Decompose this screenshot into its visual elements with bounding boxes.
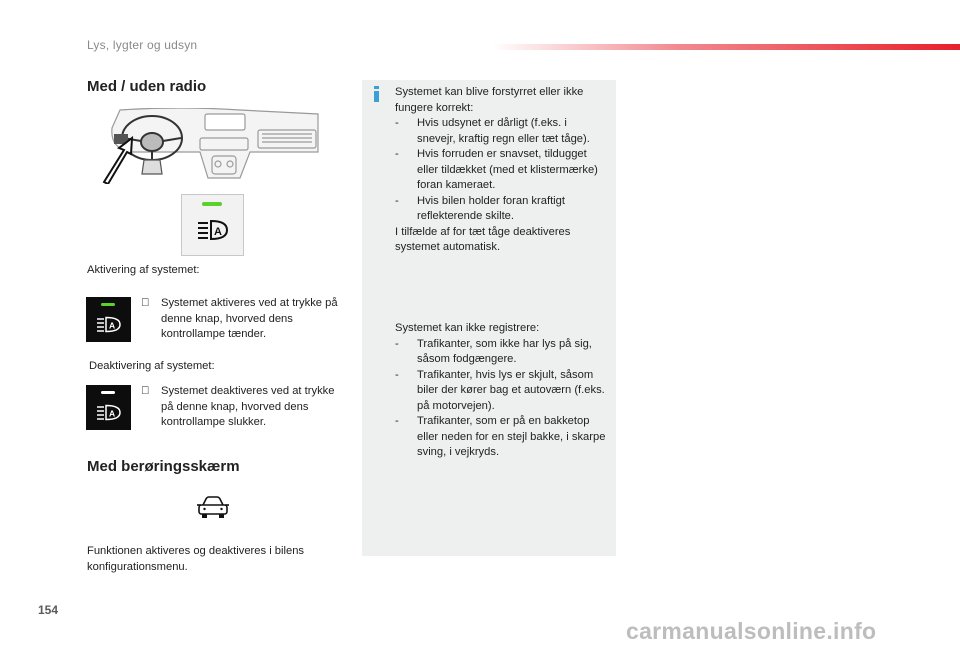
indicator-lamp-on (202, 202, 222, 206)
svg-text:A: A (109, 408, 116, 419)
note-section-disturbance (395, 85, 607, 256)
note-list (395, 116, 607, 225)
list-item: - Trafikanter, hvis lys er skjult, såsom biler der kører bag et autoværn (f.eks. på motorvejen). (395, 368, 605, 412)
note-list-2 (395, 337, 607, 461)
lamp-off-indicator (101, 391, 115, 394)
list-item: - Trafikanter, som ikke har lys på sig, såsom fodgængere. (395, 337, 592, 365)
high-beam-assist-icon (96, 316, 122, 333)
list-item: - Hvis forruden er snavset, tildugget eller tildækket (med et klistermærke) foran kameraet. (395, 148, 598, 191)
activation-label: Aktivering af systemet: (87, 264, 200, 276)
deactivation-text: Systemet deaktiveres ved at trykke på denne knap, hvorved dens kontrollampe slukker. (161, 385, 335, 428)
watermark: carmanualsonline.info (626, 618, 877, 644)
activation-instruction (141, 296, 341, 343)
note-intro: Systemet kan blive forstyrret eller ikke fungere korrekt: (395, 86, 584, 114)
bullet-icon (141, 384, 161, 431)
chapter-title: Lys, lygter og udsyn (87, 38, 198, 52)
note-after: I tilfælde af for tæt tåge deaktiveres systemet automatisk. (395, 225, 571, 253)
touchscreen-text: Funktionen aktiveres og deaktiveres i bilens konfigurationsmenu. (87, 545, 305, 573)
key-tile-deactivate (86, 385, 131, 430)
note-section-detection (395, 321, 607, 461)
list-item: - Hvis udsynet er dårligt (f.eks. i snevejr, kraftig regn eller tæt tåge). (395, 117, 590, 145)
lamp-on-indicator (101, 303, 115, 306)
page-number: 154 (38, 603, 59, 617)
svg-text:A: A (109, 320, 116, 331)
header-accent-bar (492, 44, 960, 50)
key-tile-activate (86, 297, 131, 342)
info-icon (374, 86, 379, 102)
deactivation-instruction (141, 384, 341, 431)
list-item: - Hvis bilen holder foran kraftigt reflekterende skilte. (395, 194, 565, 222)
high-beam-assist-icon (96, 404, 122, 421)
note-intro-2: Systemet kan ikke registrere: (395, 322, 540, 334)
svg-text:A: A (214, 226, 222, 238)
heading-touchscreen: Med berøringsskærm (87, 458, 240, 475)
car-icon (197, 496, 229, 520)
list-item: - Trafikanter, som er på en bakketop eller neden for en stejl bakke, i skarpe sving, i vejkryds. (395, 415, 606, 458)
button-closeup-panel (181, 194, 244, 256)
activation-text: Systemet aktiveres ved at trykke på denne knap, hvorved dens kontrollampe tænder. (161, 297, 338, 340)
deactivation-label: Deaktivering af systemet: (89, 360, 215, 372)
bullet-icon (141, 296, 161, 343)
high-beam-assist-icon (197, 219, 229, 241)
dashboard-illustration (100, 108, 322, 184)
heading-radio: Med / uden radio (87, 78, 207, 95)
